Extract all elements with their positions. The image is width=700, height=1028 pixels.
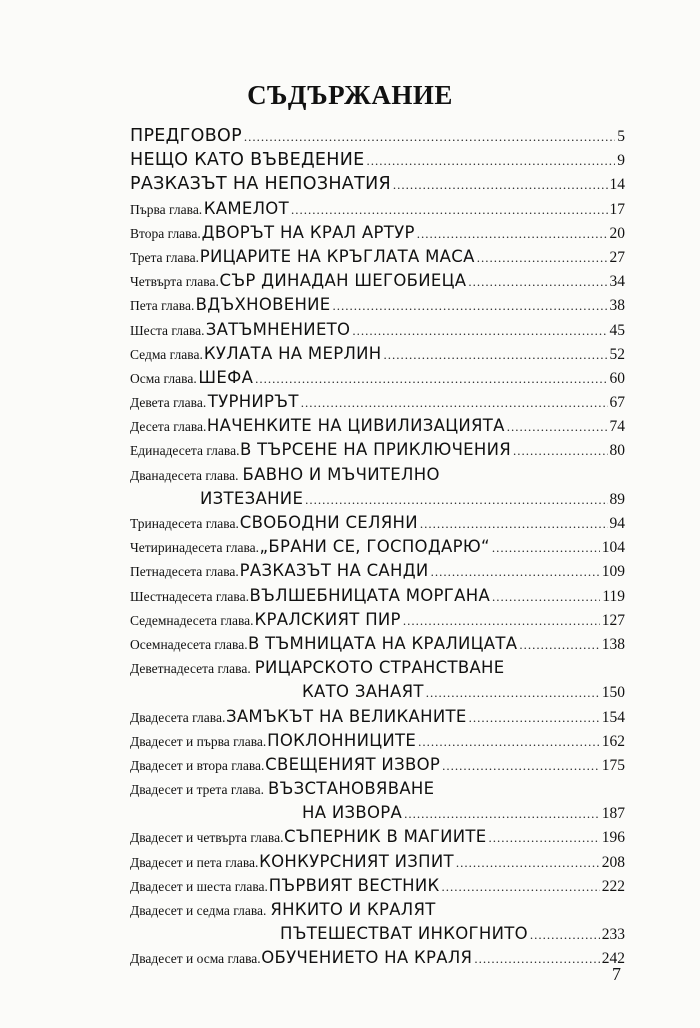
toc-entry [130,852,625,876]
chapter-title: НЕЩО КАТО ВЪВЕДЕНИЕ [130,150,365,171]
chapter-label: Шеста глава. [130,322,205,338]
dot-leader [530,927,600,943]
toc-entry [130,320,625,344]
chapter-page-number: 5 [617,128,625,145]
toc-entry [130,465,625,489]
page-title: СЪДЪРЖАНИЕ [247,80,453,110]
toc-entry [130,900,625,924]
chapter-page-number: 242 [601,950,625,968]
chapter-label: Пета глава. [130,298,195,314]
chapter-title: ВЪЛШЕБНИЦАТА МОРГАНА [249,585,491,605]
chapter-label: Двадесет и четвърта глава. [130,830,284,846]
chapter-page-number: 104 [601,539,625,557]
toc-entry [130,150,625,174]
chapter-title: В ТЪРСЕНЕ НА ПРИКЛЮЧЕНИЯ [239,440,512,460]
chapter-title: КАТО ЗАНАЯТ [302,682,424,702]
chapter-title: РИЦАРСКОТО СТРАНСТВАНЕ [254,658,505,678]
dot-leader [255,371,607,387]
chapter-label: Двадесет и втора глава. [130,757,265,773]
page-number: 7 [612,964,621,984]
chapter-page-number: 175 [601,756,625,774]
chapter-page-number: 52 [609,345,625,363]
toc-entry [130,561,625,585]
dot-leader [442,879,600,895]
chapter-label: Осемнадесета глава. [130,636,248,652]
chapter-title: СЪР ДИНАДАН ШЕГОБИЕЦА [219,271,467,291]
toc-entry [130,174,625,198]
toc-entry [130,924,625,948]
chapter-page-number: 20 [609,224,625,242]
chapter-page-number: 9 [617,152,625,170]
dot-leader [393,177,608,193]
toc-entry [130,948,625,972]
dot-leader [477,250,608,266]
chapter-title: В ТЪМНИЦАТА НА КРАЛИЦАТА [247,633,518,653]
chapter-title: ВДЪХНОВЕНИЕ [195,295,331,315]
chapter-label: Двадесета глава. [130,709,226,725]
chapter-page-number: 187 [601,805,625,823]
toc-entry [130,731,625,755]
toc-entry [130,779,625,803]
dot-leader [456,855,600,871]
toc-entry [130,344,625,368]
chapter-page-number: 60 [609,369,625,387]
chapter-page-number: 94 [609,515,625,532]
dot-leader [489,830,600,846]
chapter-label: Десета глава. [130,419,207,435]
chapter-page-number: 222 [601,877,625,895]
chapter-page-number: 208 [601,853,625,871]
chapter-page-number: 80 [609,442,625,460]
chapter-title: КУЛАТА НА МЕРЛИН [203,343,382,363]
toc-entry [130,537,625,561]
chapter-title: ЗАТЪМНЕНИЕТО [205,319,351,339]
dot-leader [442,758,600,774]
toc-entry [130,755,625,779]
dot-leader [305,492,607,508]
chapter-label: Деветнадесета глава. [130,661,251,677]
table-of-contents [130,126,625,973]
toc-entry [130,271,625,295]
toc-entry [130,513,625,537]
chapter-label: Девета глава. [130,395,207,411]
chapter-page-number: 109 [601,563,625,581]
dot-leader [291,202,608,218]
dot-leader [468,274,607,290]
toc-entry [130,634,625,658]
dot-leader [420,516,608,532]
chapter-label: Двадесет и пета глава. [130,854,259,870]
chapter-page-number: 27 [609,248,625,266]
chapter-label: Втора глава. [130,225,201,241]
dot-leader [519,637,599,653]
chapter-title: НА ИЗВОРА [302,803,403,823]
chapter-title: ПРЕДГОВОР [130,126,242,146]
chapter-title: СВЕЩЕНИЯТ ИЗВОР [265,754,441,774]
toc-entry [130,610,625,634]
toc-entry [130,682,625,706]
toc-entry [130,658,625,682]
toc-entry [130,416,625,440]
toc-entry [130,392,625,416]
chapter-title: РИЦАРИТЕ НА КРЪГЛАТА МАСА [199,246,475,266]
chapter-title: БАВНО И МЪЧИТЕЛНО [242,464,440,484]
chapter-title: ДВОРЪТ НА КРАЛ АРТУР [201,222,415,242]
chapter-page-number: 38 [609,297,625,315]
dot-leader [418,734,600,750]
chapter-label: Двадесет и първа глава. [130,733,267,749]
chapter-label: Дванадесета глава. [130,467,239,483]
chapter-label: Двадесет и осма глава. [130,951,261,967]
dot-leader [431,564,600,580]
toc-entry [130,827,625,851]
chapter-title: ПЪТЕШЕСТВАТ ИНКОГНИТО [280,924,528,944]
dot-leader [469,710,600,726]
dot-leader [492,589,600,605]
chapter-title: ПЪРВИЯТ ВЕСТНИК [268,875,440,895]
chapter-label: Трета глава. [130,249,200,265]
chapter-label: Четвърта глава. [130,274,219,290]
chapter-title: СВОБОДНИ СЕЛЯНИ [239,513,418,532]
chapter-page-number: 138 [601,635,625,653]
chapter-title: ЗАМЪКЪТ НА ВЕЛИКАНИТЕ [225,706,467,726]
toc-entry [130,876,625,900]
chapter-label: Петнадесета глава. [130,564,239,580]
toc-entry [130,223,625,247]
dot-leader [474,951,599,967]
chapter-label: Тринадесета глава. [130,516,239,531]
chapter-page-number: 127 [601,611,625,629]
chapter-label: Двадесет и трета глава. [130,782,264,798]
chapter-title: РАЗКАЗЪТ НА НЕПОЗНАТИЯ [130,174,391,195]
dot-leader [417,226,608,242]
chapter-page-number: 196 [601,829,625,847]
chapter-label: Двадесет и шеста глава. [130,878,268,894]
toc-entry [130,586,625,610]
chapter-title: ЯНКИТО И КРАЛЯТ [270,900,436,919]
dot-leader [507,419,608,435]
chapter-page-number: 150 [601,684,625,702]
chapter-title: НАЧЕНКИТЕ НА ЦИВИЛИЗАЦИЯТА [206,416,505,436]
chapter-title: ОБУЧЕНИЕТО НА КРАЛЯ [261,948,473,968]
chapter-page-number: 154 [601,708,625,726]
toc-entry [130,295,625,319]
dot-leader [301,395,608,411]
chapter-label: Първа глава. [130,201,203,217]
chapter-title: ВЪЗСТАНОВЯВАНЕ [268,779,435,799]
dot-leader [367,153,616,169]
toc-entry [130,126,625,150]
toc-entry [130,803,625,827]
toc-entry [130,440,625,464]
dot-leader [513,443,607,459]
dot-leader [404,806,600,822]
chapter-title: КОНКУРСНИЯТ ИЗПИТ [259,851,454,871]
toc-entry [130,199,625,223]
chapter-page-number: 233 [601,926,625,944]
chapter-label: Седма глава. [130,346,203,362]
chapter-page-number: 67 [609,394,625,412]
chapter-title: СЪПЕРНИК В МАГИИТЕ [284,827,487,847]
dot-leader [244,129,615,145]
chapter-title: ШЕФА [198,367,254,387]
chapter-page-number: 17 [609,200,625,218]
dot-leader [333,298,608,314]
toc-entry [130,489,625,513]
dot-leader [492,540,600,556]
chapter-label: Седемнадесета глава. [130,612,254,628]
dot-leader [403,613,600,629]
toc-entry [130,368,625,392]
dot-leader [426,685,600,701]
chapter-label: Осма глава. [130,370,197,386]
chapter-label: Шестнадесета глава. [130,588,249,604]
chapter-title: КРАЛСКИЯТ ПИР [254,609,401,629]
dot-leader [352,323,607,339]
toc-entry [130,707,625,731]
chapter-page-number: 162 [601,732,625,750]
chapter-title: КАМЕЛОТ [203,198,289,218]
chapter-title: ПОКЛОННИЦИТЕ [267,730,417,750]
chapter-page-number: 74 [609,418,625,436]
dot-leader [384,347,608,363]
chapter-title: ТУРНИРЪТ [207,392,299,412]
chapter-label: Четиринадесета глава. [130,540,260,556]
chapter-title: РАЗКАЗЪТ НА САНДИ [239,561,429,581]
chapter-title: ИЗТЕЗАНИЕ [200,488,304,508]
chapter-label: Единадесета глава. [130,443,240,459]
chapter-label: Двадесет и седма глава. [130,903,267,918]
chapter-page-number: 45 [609,321,625,339]
chapter-page-number: 89 [609,490,625,508]
chapter-page-number: 34 [609,273,625,291]
chapter-page-number: 14 [609,176,625,194]
chapter-page-number: 119 [602,587,625,605]
toc-entry [130,247,625,271]
chapter-title: „БРАНИ СЕ, ГОСПОДАРЮ“ [259,537,490,557]
